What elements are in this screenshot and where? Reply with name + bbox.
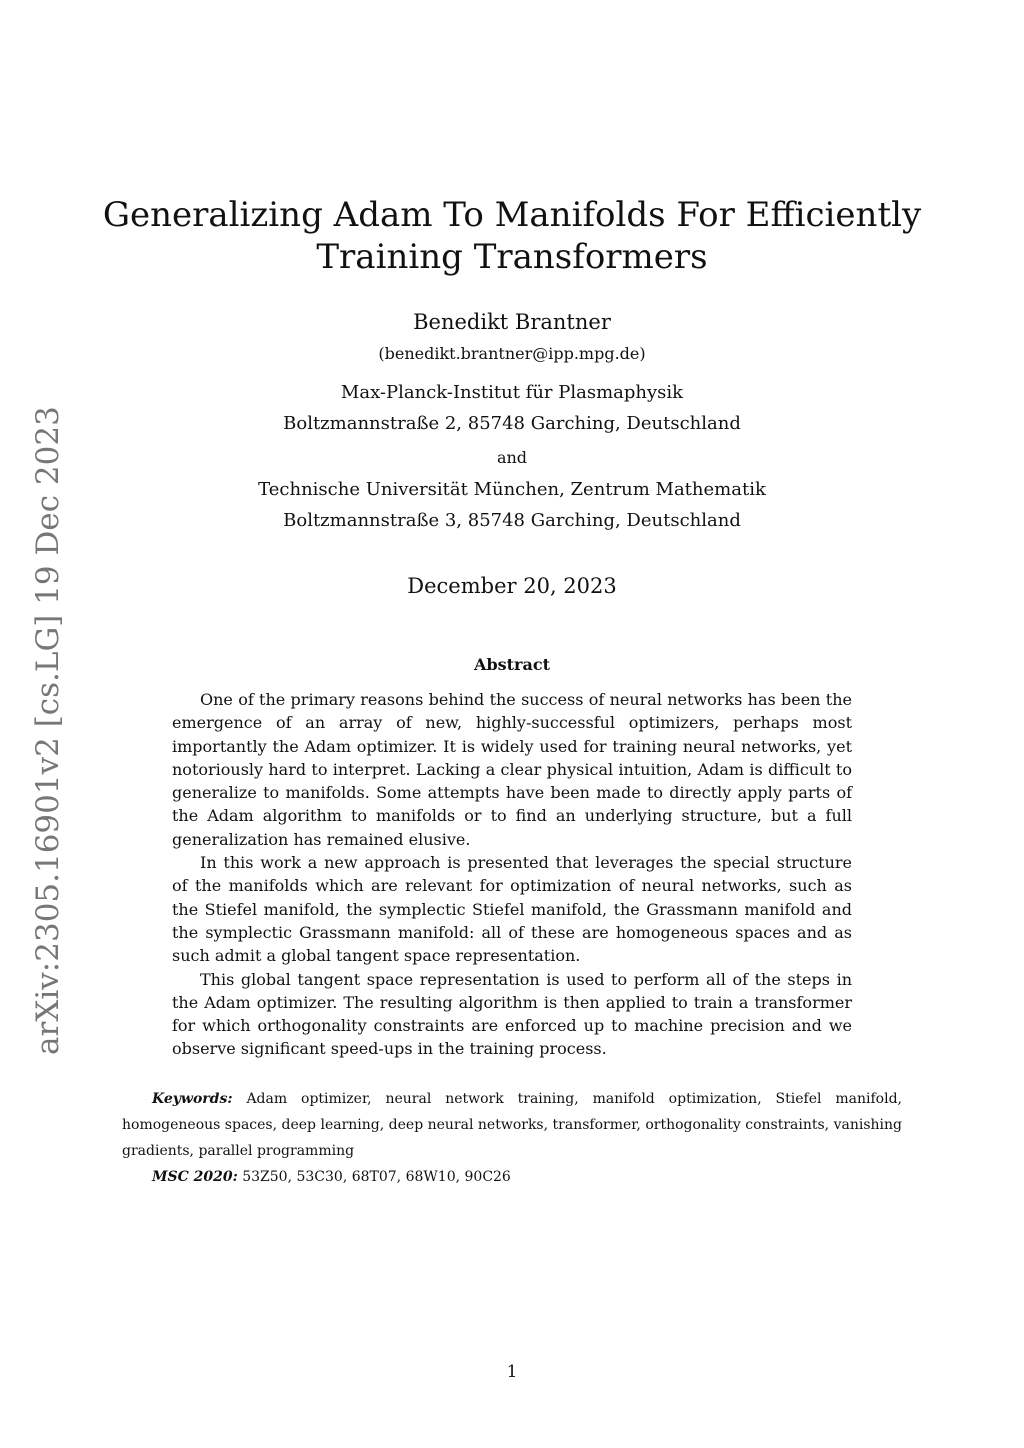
paper-date: December 20, 2023: [407, 574, 617, 598]
affiliation-institute-2: Technische Universität München, Zentrum Mathematik: [258, 479, 766, 500]
keywords-text: Adam optimizer, neural network training, manifold optimization, Stiefel manifold, homogeneous spaces, deep learning, deep neural networks, transformer, orthogonality constraints, vanishing gradients, parallel programming: [122, 1091, 903, 1159]
title-line-1: Generalizing Adam To Manifolds For Efficiently: [102, 195, 922, 235]
keywords-line: [122, 1086, 902, 1164]
arxiv-side-label: arXiv:2305.16901v2 [cs.LG] 19 Dec 2023: [30, 406, 66, 1055]
page-number: 1: [506, 1362, 518, 1382]
affiliation-institute-1: Max-Planck-Institut für Plasmaphysik: [340, 382, 684, 403]
abstract-paragraph-1: One of the primary reasons behind the success of neural networks has been the emergence of an array of new, highly-successful optimizers, perhaps most importantly the Adam optimizer. It is widely used for training neural networks, yet notoriously hard to interpret. Lacking a clear physical intuition, Adam is difficult to generalize to manifolds. Some attempts have been made to directly apply parts of the Adam algorithm to manifolds or to find an underlying structure, but a full generalization has remained elusive.: [172, 690, 852, 849]
keywords-label: Keywords:: [152, 1091, 233, 1107]
affiliation-address-2: Boltzmannstraße 3, 85748 Garching, Deutschland: [283, 510, 741, 531]
abstract-paragraph-2: In this work a new approach is presented that leverages the special structure of the manifolds which are relevant for optimization of neural networks, such as the Stiefel manifold, the symplectic Stiefel manifold, the Grassmann manifold and the symplectic Grassmann manifold: all of these are homogeneous spaces and as such admit a global tangent space representation.: [172, 853, 852, 966]
author-email: (benedikt.brantner@ipp.mpg.de): [378, 344, 646, 363]
abstract-heading: Abstract: [474, 655, 550, 674]
affiliation-and: and: [496, 448, 528, 467]
msc-text: 53Z50, 53C30, 68T07, 68W10, 90C26: [242, 1169, 511, 1185]
title-line-2: Training Transformers: [316, 237, 708, 277]
abstract-body: [172, 688, 852, 1061]
affiliation-address-1: Boltzmannstraße 2, 85748 Garching, Deutschland: [283, 413, 741, 434]
paper-title: [0, 194, 1024, 278]
msc-line: [122, 1164, 902, 1190]
msc-label: MSC 2020:: [152, 1169, 238, 1185]
author-name: Benedikt Brantner: [413, 310, 611, 334]
keywords-block: [122, 1086, 902, 1190]
abstract-paragraph-3: This global tangent space representation is used to perform all of the steps in the Adam optimizer. The resulting algorithm is then applied to train a transformer for which orthogonality constraints are enforced up to machine precision and we observe significant speed-ups in the training process.: [172, 969, 852, 1059]
